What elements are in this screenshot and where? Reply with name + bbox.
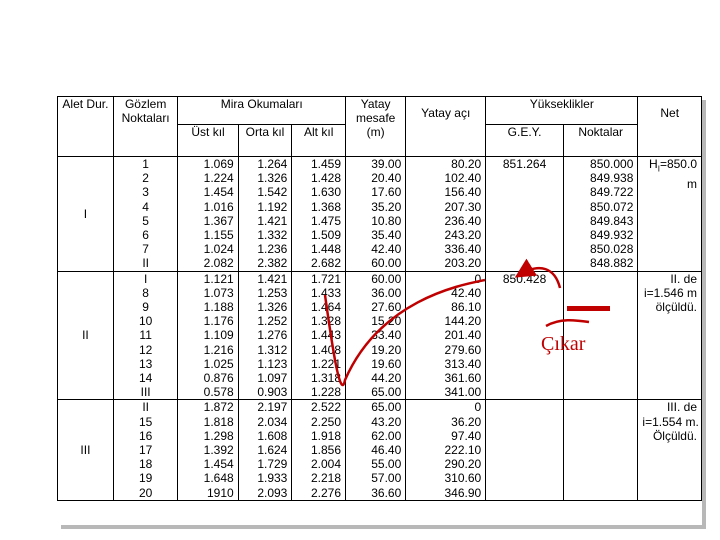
table-shadow-right — [702, 100, 706, 528]
aci-cell: 0 36.20 97.40 222.10 290.20 310.60 346.90 — [406, 400, 486, 500]
header-ust: Üst kıl — [178, 125, 238, 157]
alt-cell: 2.522 2.250 1.918 1.856 2.004 2.218 2.276 — [292, 400, 346, 500]
ust-cell: 1.121 1.073 1.188 1.176 1.109 1.216 1.025 0.876 0.578 — [178, 271, 238, 400]
alt-cell: 1.721 1.433 1.464 1.328 1.443 1.408 1.221 1.318 1.228 — [292, 271, 346, 400]
ust-cell: 1.872 1.818 1.298 1.392 1.454 1.648 1910 — [178, 400, 238, 500]
mesafe-cell: 39.00 20.40 17.60 35.20 10.80 35.40 42.40 60.00 — [346, 157, 406, 272]
alt-cell: 1.459 1.428 1.630 1.368 1.475 1.509 1.448 2.682 — [292, 157, 346, 272]
aci-cell: 80.20 102.40 156.40 207.30 236.40 243.20 336.40 203.20 — [406, 157, 486, 272]
gey-cell: 851.264 — [486, 157, 564, 272]
mesafe-cell: 65.00 43.20 62.00 46.40 55.00 57.00 36.60 — [346, 400, 406, 500]
mesafe-cell: 60.00 36.00 27.60 15.20 33.40 19.20 19.60 44.20 65.00 — [346, 271, 406, 400]
header-orta: Orta kıl — [238, 125, 292, 157]
table-shadow-bottom — [61, 525, 706, 529]
cikar-label: Çıkar — [541, 333, 586, 355]
orta-cell: 1.421 1.253 1.326 1.252 1.276 1.312 1.123 1.097 0.903 — [238, 271, 292, 400]
header-mira: Mira Okumaları — [178, 97, 346, 125]
station-group-3 — [58, 400, 702, 500]
header-net: Net — [638, 97, 702, 157]
orta-cell: 1.264 1.326 1.542 1.192 1.421 1.332 1.236 2.382 — [238, 157, 292, 272]
points-cell: II 15 16 17 18 19 20 — [113, 400, 178, 500]
net-cell: II. de i=1.546 m ölçüldü. — [638, 271, 702, 400]
header-gozlem: Gözlem Noktaları — [113, 97, 178, 157]
station-cell: II — [58, 271, 114, 400]
station-group-1 — [58, 157, 702, 272]
header-yukseklikler: Yükseklikler — [486, 97, 638, 125]
header-alt: Alt kıl — [292, 125, 346, 157]
header-yatay-mesafe: Yatay mesafe (m) — [346, 97, 406, 157]
header-noktalar: Noktalar — [563, 125, 637, 157]
noktalar-cell — [563, 400, 637, 500]
points-cell: I 8 9 10 11 12 13 14 III — [113, 271, 178, 400]
survey-table — [57, 96, 702, 501]
station-cell: I — [58, 157, 114, 272]
station-group-2 — [58, 271, 702, 400]
table-body — [58, 157, 702, 501]
gey-cell — [486, 400, 564, 500]
aci-cell: 0 42.40 86.10 144.20 201.40 279.60 313.40 361.60 341.00 — [406, 271, 486, 400]
net-cell: $H_I=850.0$ m — [638, 157, 702, 272]
station-cell: III — [58, 400, 114, 500]
net-cell: III. de i=1.554 m. Ölçüldü. — [638, 400, 702, 500]
points-cell: 1 2 3 4 5 6 7 II — [113, 157, 178, 272]
header-yatay-aci: Yatay açı — [406, 97, 486, 157]
orta-cell: 2.197 2.034 1.608 1.624 1.729 1.933 2.093 — [238, 400, 292, 500]
gey-cell: 850.428 — [486, 271, 564, 400]
header-gey: G.E.Y. — [486, 125, 564, 157]
noktalar-cell: 850.000 849.938 849.722 850.072 849.843 849.932 850.028 848.882 — [563, 157, 637, 272]
ust-cell: 1.069 1.224 1.454 1.016 1.367 1.155 1.024 2.082 — [178, 157, 238, 272]
header-alet: Alet Dur. — [58, 97, 114, 157]
